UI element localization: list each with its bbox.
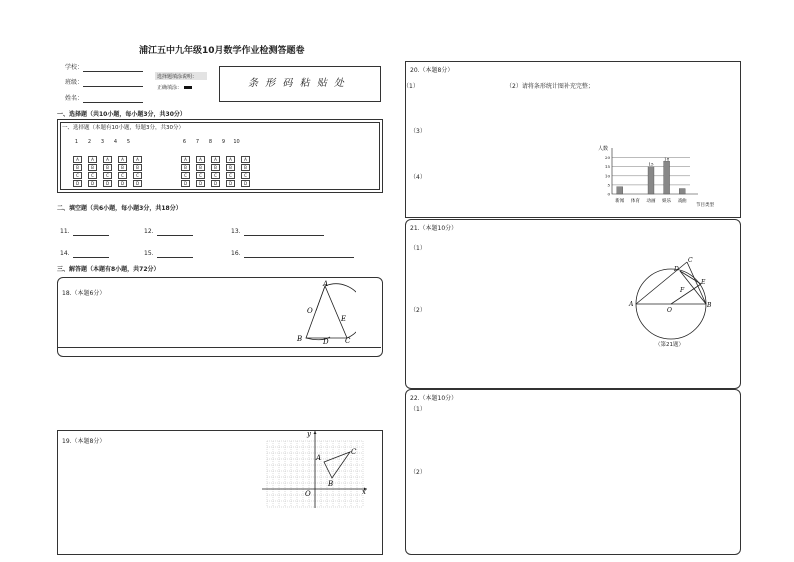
- svg-text:B: B: [328, 480, 334, 488]
- q20-part2: （2）请将条形统计图补充完整；: [506, 83, 594, 90]
- answer-bubble[interactable]: D: [103, 180, 112, 187]
- chart-ytick: 10: [604, 173, 610, 179]
- svg-text:D: D: [323, 338, 329, 346]
- filled-mark-icon: [184, 86, 192, 89]
- answer-bubble[interactable]: D: [226, 180, 235, 187]
- q22-label: 22.（本题10分）: [410, 395, 458, 402]
- fill-instruction: 选择题填涂说明：: [157, 74, 198, 80]
- section2-heading: 二、填空题（共6小题，每小题3分，共18分）: [57, 205, 182, 212]
- q20-bar-chart: [598, 142, 720, 210]
- bubble-row-B: [70, 154, 145, 170]
- answer-bubble[interactable]: C: [88, 172, 97, 179]
- answer-bubble[interactable]: A: [133, 156, 142, 163]
- answer-bubble[interactable]: D: [211, 180, 220, 187]
- answer-bubble[interactable]: D: [133, 180, 142, 187]
- q21-caption: （第21题）: [655, 342, 684, 348]
- chart-xlabel: 节目类型: [696, 203, 714, 208]
- class-field[interactable]: 班级：: [65, 79, 143, 87]
- svg-text:x: x: [362, 488, 366, 496]
- answer-bubble[interactable]: C: [103, 172, 112, 179]
- bubble-row-C: [178, 162, 253, 178]
- answer-bubble[interactable]: D: [88, 180, 97, 187]
- svg-text:C: C: [351, 448, 357, 456]
- blank-13[interactable]: 13.: [231, 228, 324, 236]
- blank-16[interactable]: 16.: [231, 250, 354, 258]
- question-numbers-right: 6 7 8 9 10: [182, 139, 240, 145]
- chart-category-label: 娱乐: [662, 199, 672, 204]
- answer-bubble[interactable]: D: [73, 180, 82, 187]
- q18-figure: [294, 280, 356, 346]
- q20-part3: （3）: [410, 128, 426, 135]
- answer-bubble[interactable]: D: [196, 180, 205, 187]
- svg-text:A: A: [629, 301, 634, 308]
- answer-bubble[interactable]: A: [103, 156, 112, 163]
- answer-bubble[interactable]: C: [118, 172, 127, 179]
- barcode-label: 条 形 码 粘 贴 处: [248, 78, 346, 89]
- answer-bubble[interactable]: B: [103, 164, 112, 171]
- answer-bubble[interactable]: A: [118, 156, 127, 163]
- answer-bubble[interactable]: A: [181, 156, 190, 163]
- svg-text:D: D: [674, 266, 679, 273]
- q22-part1: （1）: [410, 406, 426, 413]
- bubble-group-right: [178, 138, 253, 186]
- svg-text:y: y: [307, 430, 311, 438]
- answer-bubble[interactable]: B: [118, 164, 127, 171]
- blank-15[interactable]: 15.: [144, 250, 193, 258]
- bubble-row-A: [70, 146, 145, 162]
- answer-bubble[interactable]: C: [133, 172, 142, 179]
- chart-ytick: 20: [604, 155, 610, 161]
- chart-ytick: 0: [607, 191, 610, 197]
- q19-grid-figure: [262, 428, 372, 510]
- chart-data-label: 15: [648, 161, 654, 167]
- q20-part4: （4）: [410, 174, 426, 181]
- answer-bubble[interactable]: B: [133, 164, 142, 171]
- svg-text:B: B: [707, 302, 712, 309]
- page-title: 浦江五中九年级10月数学作业检测答题卷: [139, 46, 305, 56]
- choice-inner-heading: 一、选择题（本题有10小题，每题3分，共30分）: [62, 125, 184, 131]
- bubble-group-left: [70, 138, 145, 186]
- chart-category-label: 动画: [646, 199, 656, 204]
- answer-bubble[interactable]: A: [241, 156, 250, 163]
- answer-bubble[interactable]: C: [73, 172, 82, 179]
- bubble-row-A: [178, 146, 253, 162]
- chart-bar: [664, 161, 670, 194]
- question-numbers-left: 1 2 3 4 5: [74, 139, 131, 145]
- answer-bubble[interactable]: A: [196, 156, 205, 163]
- bubble-row-C: [70, 162, 145, 178]
- bubble-row-D: [70, 170, 145, 186]
- q22-part2: （2）: [410, 469, 426, 476]
- section1-heading: 一、选择题（共10小题，每小题3分，共30分）: [57, 111, 186, 118]
- section3-heading: 三、解答题（本题有8小题，共72分）: [57, 266, 160, 273]
- answer-bubble[interactable]: B: [196, 164, 205, 171]
- svg-text:A: A: [316, 454, 322, 462]
- q22-box: [405, 389, 741, 555]
- q19-label: 19.（本题8分）: [62, 438, 106, 445]
- chart-category-label: 体育: [630, 199, 640, 204]
- answer-bubble[interactable]: C: [196, 172, 205, 179]
- svg-text:C: C: [688, 257, 693, 264]
- answer-bubble[interactable]: D: [241, 180, 250, 187]
- chart-bar: [617, 187, 623, 194]
- answer-bubble[interactable]: C: [211, 172, 220, 179]
- chart-ytick: 15: [604, 164, 610, 170]
- chart-bar: [648, 167, 654, 194]
- svg-text:A: A: [323, 280, 329, 288]
- answer-bubble[interactable]: B: [73, 164, 82, 171]
- chart-ylabel: 人数: [598, 146, 609, 152]
- q21-circle-figure: [625, 254, 717, 344]
- svg-text:B: B: [297, 335, 303, 343]
- answer-bubble[interactable]: C: [181, 172, 190, 179]
- answer-bubble[interactable]: A: [226, 156, 235, 163]
- answer-bubble[interactable]: A: [88, 156, 97, 163]
- blank-12[interactable]: 12.: [144, 228, 193, 236]
- q21-part1: （1）: [410, 245, 426, 252]
- svg-text:C: C: [345, 337, 351, 345]
- chart-category-label: 戏曲: [677, 199, 687, 204]
- q21-part2: （2）: [410, 307, 426, 314]
- school-field[interactable]: 学校：: [65, 64, 143, 72]
- q18-bottom-strip: [57, 347, 381, 356]
- svg-text:E: E: [341, 315, 347, 323]
- chart-bar: [679, 189, 685, 194]
- q20-part1: （1）: [403, 83, 419, 90]
- answer-bubble[interactable]: D: [118, 180, 127, 187]
- q18-label: 18.（本题6分）: [62, 290, 106, 297]
- answer-bubble[interactable]: B: [211, 164, 220, 171]
- answer-bubble[interactable]: B: [241, 164, 250, 171]
- answer-bubble[interactable]: B: [181, 164, 190, 171]
- svg-text:E: E: [701, 279, 706, 286]
- blank-14[interactable]: 14.: [60, 250, 109, 258]
- q21-label: 21.（本题10分）: [410, 225, 458, 232]
- chart-ytick: 5: [607, 182, 610, 188]
- answer-bubble[interactable]: A: [73, 156, 82, 163]
- blank-11[interactable]: 11.: [60, 228, 109, 236]
- svg-text:O: O: [305, 490, 311, 498]
- answer-bubble[interactable]: B: [88, 164, 97, 171]
- chart-data-label: 18: [664, 156, 670, 162]
- correct-fill-label: 正确填涂：: [157, 84, 192, 92]
- svg-text:O: O: [667, 307, 672, 314]
- svg-text:O: O: [307, 307, 313, 315]
- name-field[interactable]: 姓名：: [65, 95, 143, 103]
- answer-bubble[interactable]: C: [226, 172, 235, 179]
- bubble-row-B: [178, 154, 253, 170]
- answer-bubble[interactable]: D: [181, 180, 190, 187]
- answer-bubble[interactable]: A: [211, 156, 220, 163]
- chart-category-label: 新闻: [615, 199, 625, 204]
- chart-axes: [612, 148, 698, 194]
- answer-bubble[interactable]: C: [241, 172, 250, 179]
- q20-label: 20.（本题8分）: [410, 67, 454, 74]
- answer-bubble[interactable]: B: [226, 164, 235, 171]
- bubble-row-D: [178, 170, 253, 186]
- svg-text:F: F: [680, 287, 685, 294]
